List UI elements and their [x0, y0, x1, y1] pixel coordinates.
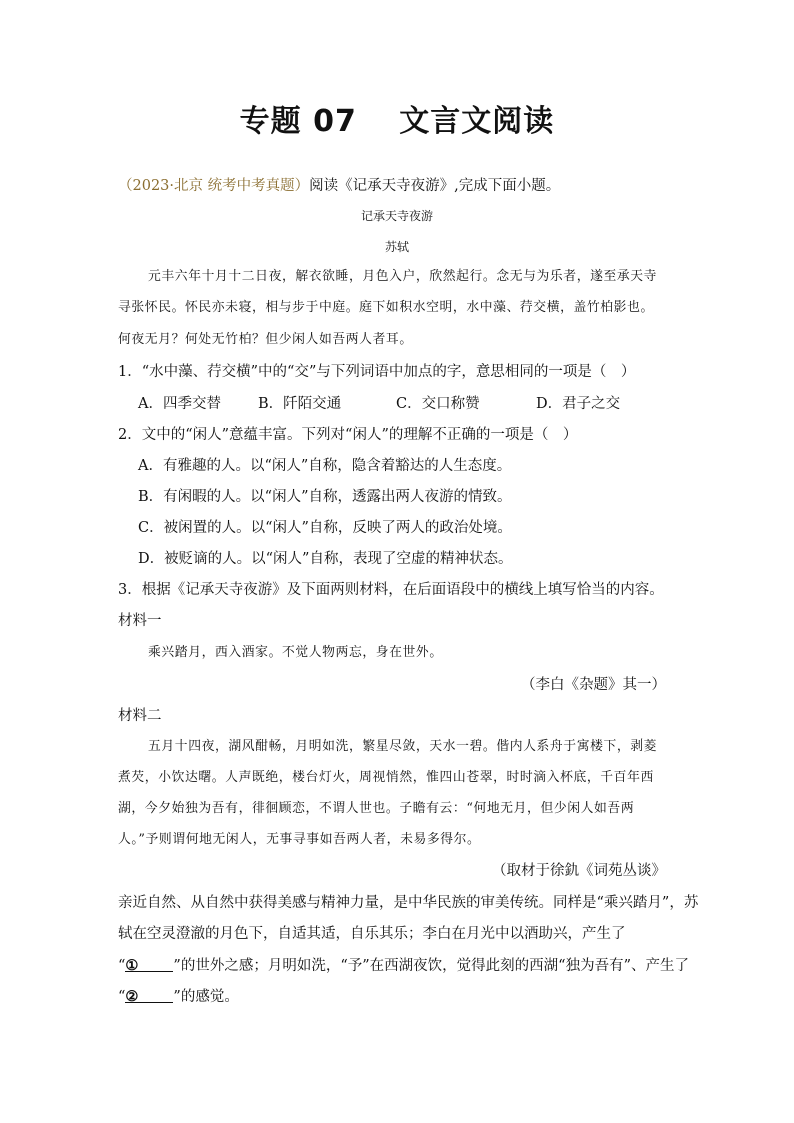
question-1-option-a: A．四季交替 [138, 396, 221, 412]
page-title: 专题 07 文言文阅读 [239, 104, 555, 139]
answer-blank-1[interactable] [125, 956, 173, 972]
material-2-label: 材料二 [118, 708, 162, 724]
question-2-stem: 2．文中的“闲人”意蕴丰富。下列对“闲人”的理解不正确的一项是（ ） [118, 427, 578, 443]
question-2-option-c: C．被闲置的人。以“闲人”自称，反映了两人的政治处境。 [138, 520, 512, 536]
material-1-text: 乘兴踏月，西入酒家。不觉人物两忘，身在世外。 [148, 645, 443, 660]
intro-line [118, 176, 560, 196]
blank-1-number: ① [125, 957, 139, 974]
paragraph-line: 轼在空灵澄澈的月色下，自适其适，自乐其乐；李白在月光中以酒助兴，产生了 [118, 926, 626, 942]
material-1-label: 材料一 [118, 613, 162, 629]
quote-mark: “ [118, 989, 126, 1005]
question-2-option-d: D．被贬谪的人。以“闲人”自称，表现了空虚的精神状态。 [138, 551, 513, 567]
question-source: （2023·北京 统考中考真题） [118, 178, 310, 194]
material-2-line: 五月十四夜，湖风酣畅，月明如洗，繁星尽敛，天水一碧。偕内人系舟于寓楼下，剥菱 [148, 739, 658, 754]
paragraph-text: ”的感觉。 [173, 989, 239, 1005]
question-2-option-a: A．有雅趣的人。以“闲人”自称，隐含着豁达的人生态度。 [138, 458, 512, 474]
paragraph-text: ”的世外之感；月明如洗，“予”在西湖夜饮，觉得此刻的西湖“独为吾有”、产生了 [173, 958, 689, 974]
answer-blank-2[interactable] [125, 987, 173, 1003]
material-2-line: 湖，今夕始独为吾有，徘徊顾恋，不谓人世也。子瞻有云：“何地无月，但少闲人如吾两 [118, 801, 635, 816]
question-3-stem: 3．根据《记承天寺夜游》及下面两则材料，在后面语段中的横线上填写恰当的内容。 [118, 582, 664, 598]
intro-text: 阅读《记承天寺夜游》,完成下面小题。 [309, 178, 561, 194]
poem-line: 元丰六年十月十二日夜，解衣欲睡，月色入户，欣然起行。念无与为乐者，遂至承天寺 [148, 269, 658, 284]
material-2-source: （取材于徐釚《词苑丛谈》 [492, 863, 666, 879]
quote-mark: “ [118, 958, 126, 974]
poem-line: 寻张怀民。怀民亦未寝，相与步于中庭。庭下如积水空明，水中藻、荇交横，盖竹柏影也。 [118, 300, 654, 315]
paragraph-line: 亲近自然、从自然中获得美感与精神力量，是中华民族的审美传统。同样是“乘兴踏月”，苏 [118, 895, 699, 911]
question-1-option-c: C．交口称赞 [396, 396, 480, 412]
paragraph-line [118, 987, 239, 1007]
material-2-line: 煮芡，小饮达曙。人声既绝，楼台灯火，周视悄然，惟四山苍翠，时时滴入杯底，千百年西 [118, 770, 654, 785]
question-2-option-b: B．有闲暇的人。以“闲人”自称，透露出两人夜游的情致。 [138, 489, 512, 505]
material-2-line: 人。”予则谓何地无闲人，无事寻事如吾两人者，未易多得尔。 [118, 832, 481, 847]
blank-2-number: ② [125, 988, 139, 1005]
question-1-option-d: D．君子之交 [536, 396, 621, 412]
paragraph-line [118, 956, 689, 976]
poem-line: 何夜无月？何处无竹柏？但少闲人如吾两人者耳。 [118, 332, 413, 347]
poem-title: 记承天寺夜游 [360, 209, 433, 223]
material-1-source: （李白《杂题》其一） [521, 677, 666, 693]
question-1-option-b: B．阡陌交通 [258, 396, 342, 412]
poem-author: 苏轼 [384, 240, 409, 254]
question-1-stem: 1．“水中藻、荇交横”中的“交”与下列词语中加点的字，意思相同的一项是（ ） [118, 364, 636, 380]
